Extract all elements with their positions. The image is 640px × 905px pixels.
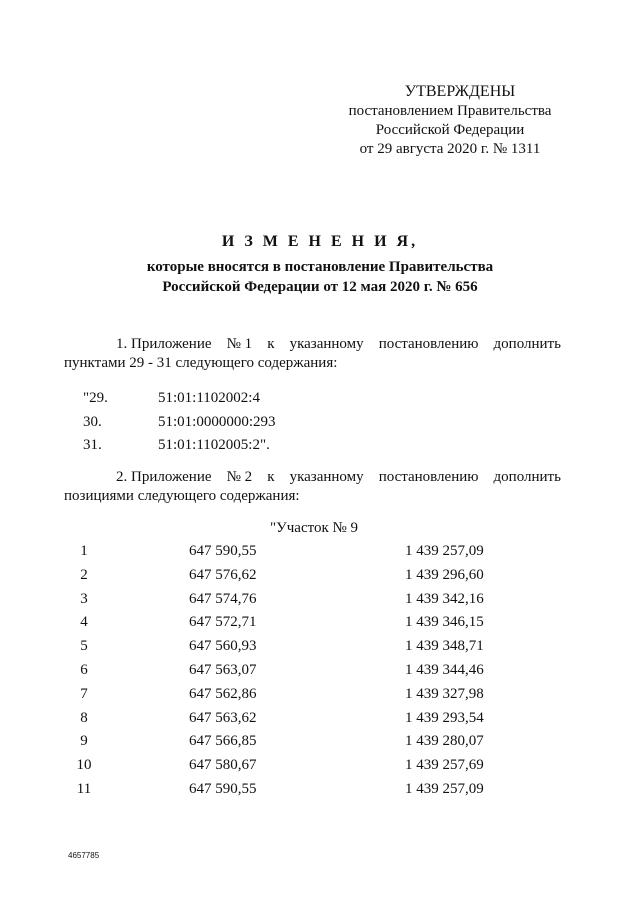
cadastral-item-value: 51:01:1102005:2".	[158, 437, 270, 453]
coordinate-x: 647 563,62	[189, 709, 257, 726]
coordinate-x: 647 590,55	[189, 780, 257, 797]
coordinate-index: 9	[80, 733, 88, 750]
coordinate-row	[64, 778, 561, 802]
paragraph-1-word: 1. Приложение	[116, 336, 212, 352]
coordinate-y: 1 439 280,07	[405, 733, 484, 750]
coordinate-row	[64, 659, 561, 683]
paragraph-1-word: № 1	[226, 336, 253, 352]
coordinate-y: 1 439 293,54	[405, 709, 484, 726]
coordinate-x: 647 574,76	[189, 590, 257, 607]
coordinate-x: 647 590,55	[189, 543, 257, 559]
paragraph-2-word: постановлению	[378, 469, 479, 485]
plot-heading: "Участок № 9	[270, 520, 359, 536]
cadastral-item-value: 51:01:1102002:4	[158, 390, 260, 406]
coordinate-y: 1 439 344,46	[405, 661, 484, 678]
paragraph-1-word: дополнить	[493, 336, 561, 352]
coordinate-index: 6	[80, 661, 88, 678]
coordinate-row	[64, 707, 561, 731]
approval-line-2: Российской Федерации	[375, 122, 525, 138]
coordinate-row	[64, 588, 561, 612]
paragraph-1-word: указанному	[289, 336, 364, 352]
approval-line-1: постановлением Правительства	[348, 103, 552, 119]
coordinate-y: 1 439 348,71	[405, 638, 484, 655]
document-code: 4657785	[68, 851, 100, 860]
approval-heading: УТВЕРЖДЕНЫ	[404, 83, 516, 100]
coordinate-row	[64, 730, 561, 754]
coordinate-row	[64, 683, 561, 707]
coordinate-y: 1 439 327,98	[405, 685, 484, 702]
paragraph-2-line-2: позициями следующего содержания:	[64, 488, 300, 504]
paragraph-1-word: постановлению	[378, 336, 479, 352]
coordinate-x: 647 560,93	[189, 638, 257, 655]
coordinate-y: 1 439 257,69	[405, 757, 484, 774]
paragraph-1-word: к	[267, 336, 275, 352]
cadastral-item-number: "29.	[83, 390, 108, 406]
coordinates-table	[64, 540, 561, 802]
coordinate-index: 1	[80, 543, 88, 559]
coordinate-row	[64, 635, 561, 659]
coordinate-y: 1 439 257,09	[405, 543, 484, 559]
paragraph-2-word: № 2	[226, 469, 253, 485]
coordinate-row	[64, 564, 561, 588]
approval-line-3: от 29 августа 2020 г. № 1311	[359, 141, 541, 157]
document-title: И З М Е Н Е Н И Я,	[221, 233, 419, 250]
coordinate-index: 5	[80, 638, 88, 655]
coordinate-x: 647 566,85	[189, 733, 257, 750]
paragraph-2-word: к	[267, 469, 275, 485]
paragraph-2-word: указанному	[289, 469, 364, 485]
coordinate-x: 647 580,67	[189, 757, 257, 774]
coordinate-x: 647 563,07	[189, 661, 257, 678]
coordinate-x: 647 572,71	[189, 614, 257, 631]
coordinate-index: 8	[80, 709, 88, 726]
coordinate-y: 1 439 296,60	[405, 566, 484, 583]
coordinate-index: 7	[80, 685, 88, 702]
cadastral-item-number: 31.	[83, 437, 102, 453]
paragraph-1-line-1	[64, 336, 561, 353]
coordinate-index: 4	[80, 614, 88, 631]
coordinate-x: 647 576,62	[189, 566, 257, 583]
coordinate-index: 10	[76, 757, 92, 774]
paragraph-2-word: дополнить	[493, 469, 561, 485]
paragraph-1-line-2: пунктами 29 - 31 следующего содержания:	[64, 355, 338, 371]
cadastral-item-number: 30.	[83, 414, 102, 430]
cadastral-item-value: 51:01:0000000:293	[158, 414, 276, 430]
coordinate-y: 1 439 257,09	[405, 780, 484, 797]
coordinate-index: 2	[80, 566, 88, 583]
paragraph-2-line-1	[64, 469, 561, 486]
coordinate-row	[64, 540, 561, 564]
coordinate-y: 1 439 342,16	[405, 590, 484, 607]
paragraph-2-word: 2. Приложение	[116, 469, 212, 485]
coordinate-row	[64, 754, 561, 778]
coordinate-index: 3	[80, 590, 88, 607]
document-subtitle-line-2: Российской Федерации от 12 мая 2020 г. № 656	[162, 279, 478, 295]
document-subtitle-line-1: которые вносятся в постановление Правительства	[146, 259, 494, 275]
coordinate-row	[64, 611, 561, 635]
coordinate-index: 11	[76, 780, 92, 797]
coordinate-y: 1 439 346,15	[405, 614, 484, 631]
coordinate-x: 647 562,86	[189, 685, 257, 702]
